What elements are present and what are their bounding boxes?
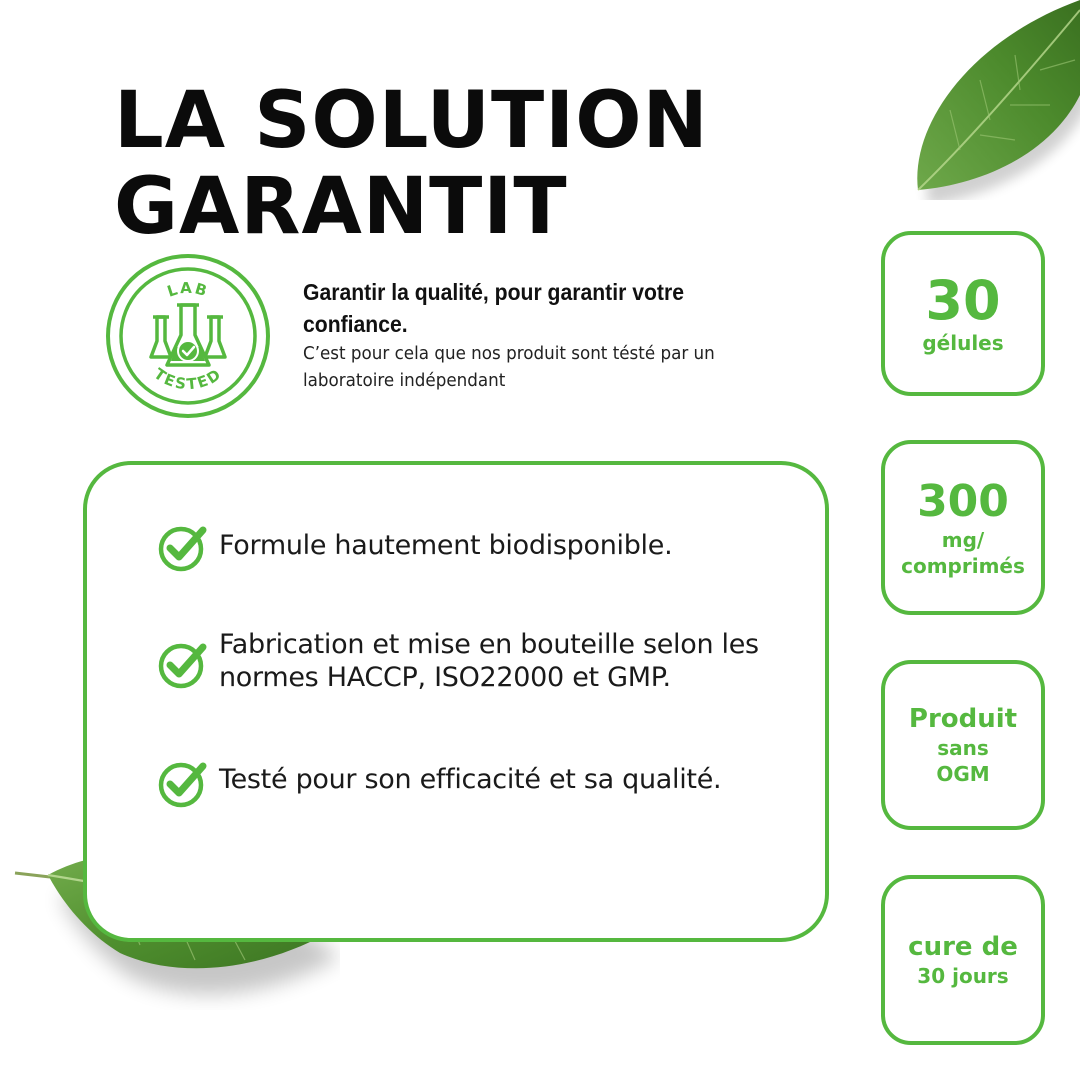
stat-course-line-1: cure de bbox=[908, 932, 1018, 962]
stat-capsules-value: 30 bbox=[925, 268, 1001, 332]
feature-item bbox=[157, 519, 672, 573]
stat-dosage-value: 300 bbox=[917, 475, 1009, 527]
leaf-top-decoration bbox=[880, 0, 1080, 200]
intro-body: C’est pour cela que nos produit sont tésté par un laboratoire indépendant bbox=[303, 343, 715, 391]
feature-text: Fabrication et mise en bouteille selon les normes HACCP, ISO22000 et GMP. bbox=[219, 629, 759, 693]
feature-text: Formule hautement biodisponible. bbox=[219, 530, 673, 561]
stat-non-gmo-line-3: OGM bbox=[936, 762, 990, 786]
feature-text: Testé pour son efficacité et sa qualité. bbox=[219, 764, 722, 795]
features-panel bbox=[83, 461, 829, 942]
intro-title: Garantir la qualité, pour garantir votre confiance. bbox=[303, 279, 684, 337]
stat-non-gmo-line-2: sans bbox=[937, 736, 989, 760]
feature-item bbox=[157, 755, 721, 809]
stat-capsules-unit: gélules bbox=[922, 330, 1004, 355]
stat-dosage-unit-2: comprimés bbox=[901, 553, 1025, 578]
headline-line-2: GARANTIT bbox=[114, 162, 568, 252]
badge-bottom-text: TESTED bbox=[150, 364, 226, 394]
stat-dosage bbox=[881, 440, 1045, 615]
check-circle-icon bbox=[157, 638, 209, 690]
stat-dosage-unit: mg/ bbox=[941, 527, 985, 552]
stat-course bbox=[881, 875, 1045, 1045]
intro-block bbox=[303, 276, 823, 394]
check-circle-icon bbox=[157, 521, 209, 573]
badge-top-text: LAB bbox=[164, 278, 211, 301]
headline bbox=[114, 78, 709, 250]
stat-capsules bbox=[881, 231, 1045, 396]
check-circle-icon bbox=[157, 757, 209, 809]
stat-course-line-2: 30 jours bbox=[917, 964, 1009, 988]
stat-non-gmo-line-1: Produit bbox=[908, 704, 1018, 734]
feature-item bbox=[157, 628, 779, 694]
headline-line-1: LA SOLUTION bbox=[114, 76, 709, 166]
stat-non-gmo bbox=[881, 660, 1045, 830]
lab-tested-badge bbox=[105, 253, 271, 419]
